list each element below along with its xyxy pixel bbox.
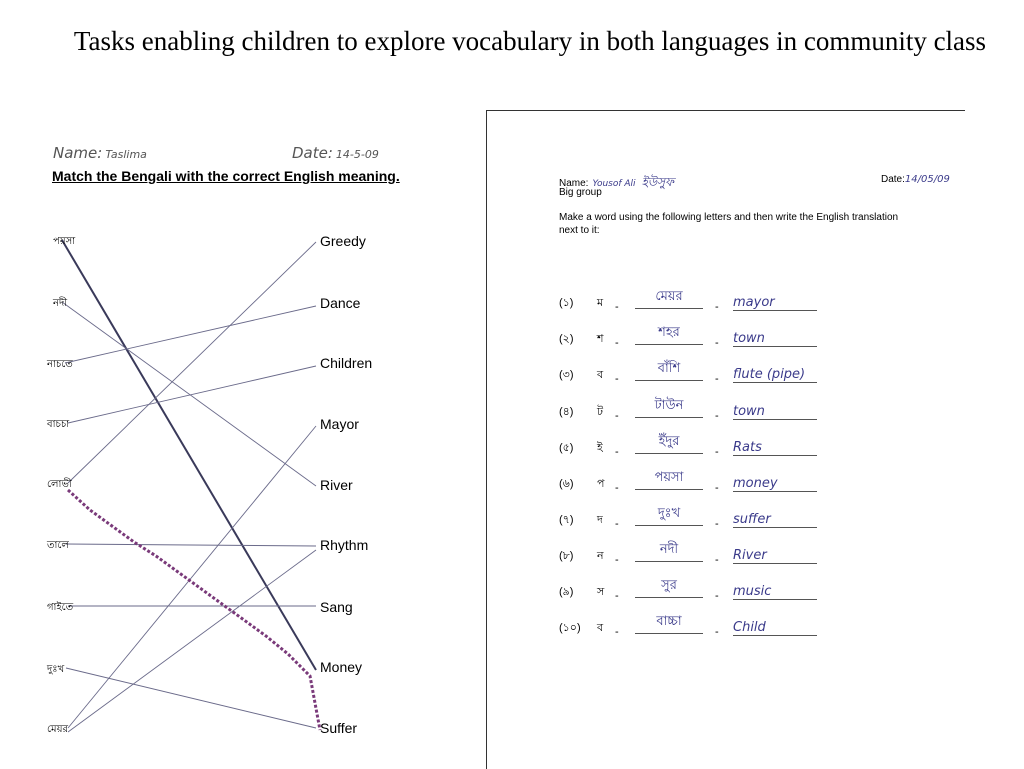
english-word-mayor: Mayor [320,416,359,432]
bengali-answer: দুঃখ [635,504,703,526]
english-word-children: Children [320,355,373,371]
bengali-word-4: বাচচা [47,419,70,430]
word-row: (৩) ব - বাঁশি - flute (pipe) [559,357,959,387]
bengali-word-6: তালে [47,540,69,551]
english-word-rhythm: Rhythm [320,537,369,553]
student-name-2: Name: Yousof Ali ইউসুফ [559,175,674,189]
group-label: Big group [559,187,602,198]
bengali-answer: শহর [635,323,703,345]
word-row: (১) ম - মেয়র - mayor [559,285,959,315]
english-answer: mayor [733,295,817,311]
bengali-answer: টাউন [635,396,703,418]
bengali-word-3: নাচতে [47,359,73,370]
student-name: Name: Taslima [53,144,147,162]
matching-lines [20,130,460,768]
bengali-answer: পয়সা [635,468,703,490]
english-word-money: Money [320,659,363,675]
english-answer: money [733,476,817,492]
bengali-answer: নদী [635,540,703,562]
matching-worksheet [20,130,460,768]
word-row: (৭) দ - দুঃখ - suffer [559,502,959,532]
word-row: (৪) ট - টাউন - town [559,394,959,424]
worksheet-date: Date: 14-5-09 [292,144,379,162]
word-row: (৬) প - পয়সা - money [559,466,959,496]
bengali-word-2: নদী [53,298,68,309]
english-answer: town [733,404,817,420]
student-name-2-bengali: ইউসুফ [641,175,674,189]
english-answer: flute (pipe) [733,367,817,383]
english-answer: town [733,331,817,347]
student-name-2-value: Yousof Ali [592,179,636,189]
slide-title: Tasks enabling children to explore vocabulary in both languages in community class [73,26,987,56]
english-answer: Child [733,620,817,636]
matching-instruction: Match the Bengali with the correct English meaning. [52,168,400,184]
english-word-greedy: Greedy [320,233,366,249]
worksheet-date-value: 14-5-09 [335,148,379,161]
word-building-instruction: Make a word using the following letters and then write the English translation next to it: [559,212,899,236]
bengali-word-9: মেয়র [47,724,69,735]
bengali-answer: সুর [635,576,703,598]
english-word-sang: Sang [320,599,353,615]
bengali-word-1: পয়সা [53,236,76,247]
bengali-word-8: দুঃখ [47,664,65,675]
word-building-worksheet [486,110,965,769]
english-answer: suffer [733,512,817,528]
bengali-word-7: গাইতে [47,602,74,613]
bengali-answer: মেয়র [635,287,703,309]
word-row: (১০) ব - বাচ্চা - Child [559,610,959,640]
word-row: (৫) ই - ইঁদুর - Rats [559,430,959,460]
english-word-river: River [320,477,353,493]
word-row: (২) শ - শহর - town [559,321,959,351]
bengali-answer: বাঁশি [635,359,703,381]
word-row: (৯) স - সুর - music [559,574,959,604]
english-answer: Rats [733,440,817,456]
english-word-suffer: Suffer [320,720,358,736]
bengali-answer: ইঁদুর [635,432,703,454]
word-row: (৮) ন - নদী - River [559,538,959,568]
bengali-answer: বাচ্চা [635,612,703,634]
student-name-value: Taslima [105,148,147,161]
bengali-word-5: লোভী [47,479,72,490]
english-word-dance: Dance [320,295,361,311]
english-answer: music [733,584,817,600]
worksheet-date-2-value: 14/05/09 [904,174,950,185]
worksheet-date-2: Date:14/05/09 [881,174,950,185]
english-answer: River [733,548,817,564]
